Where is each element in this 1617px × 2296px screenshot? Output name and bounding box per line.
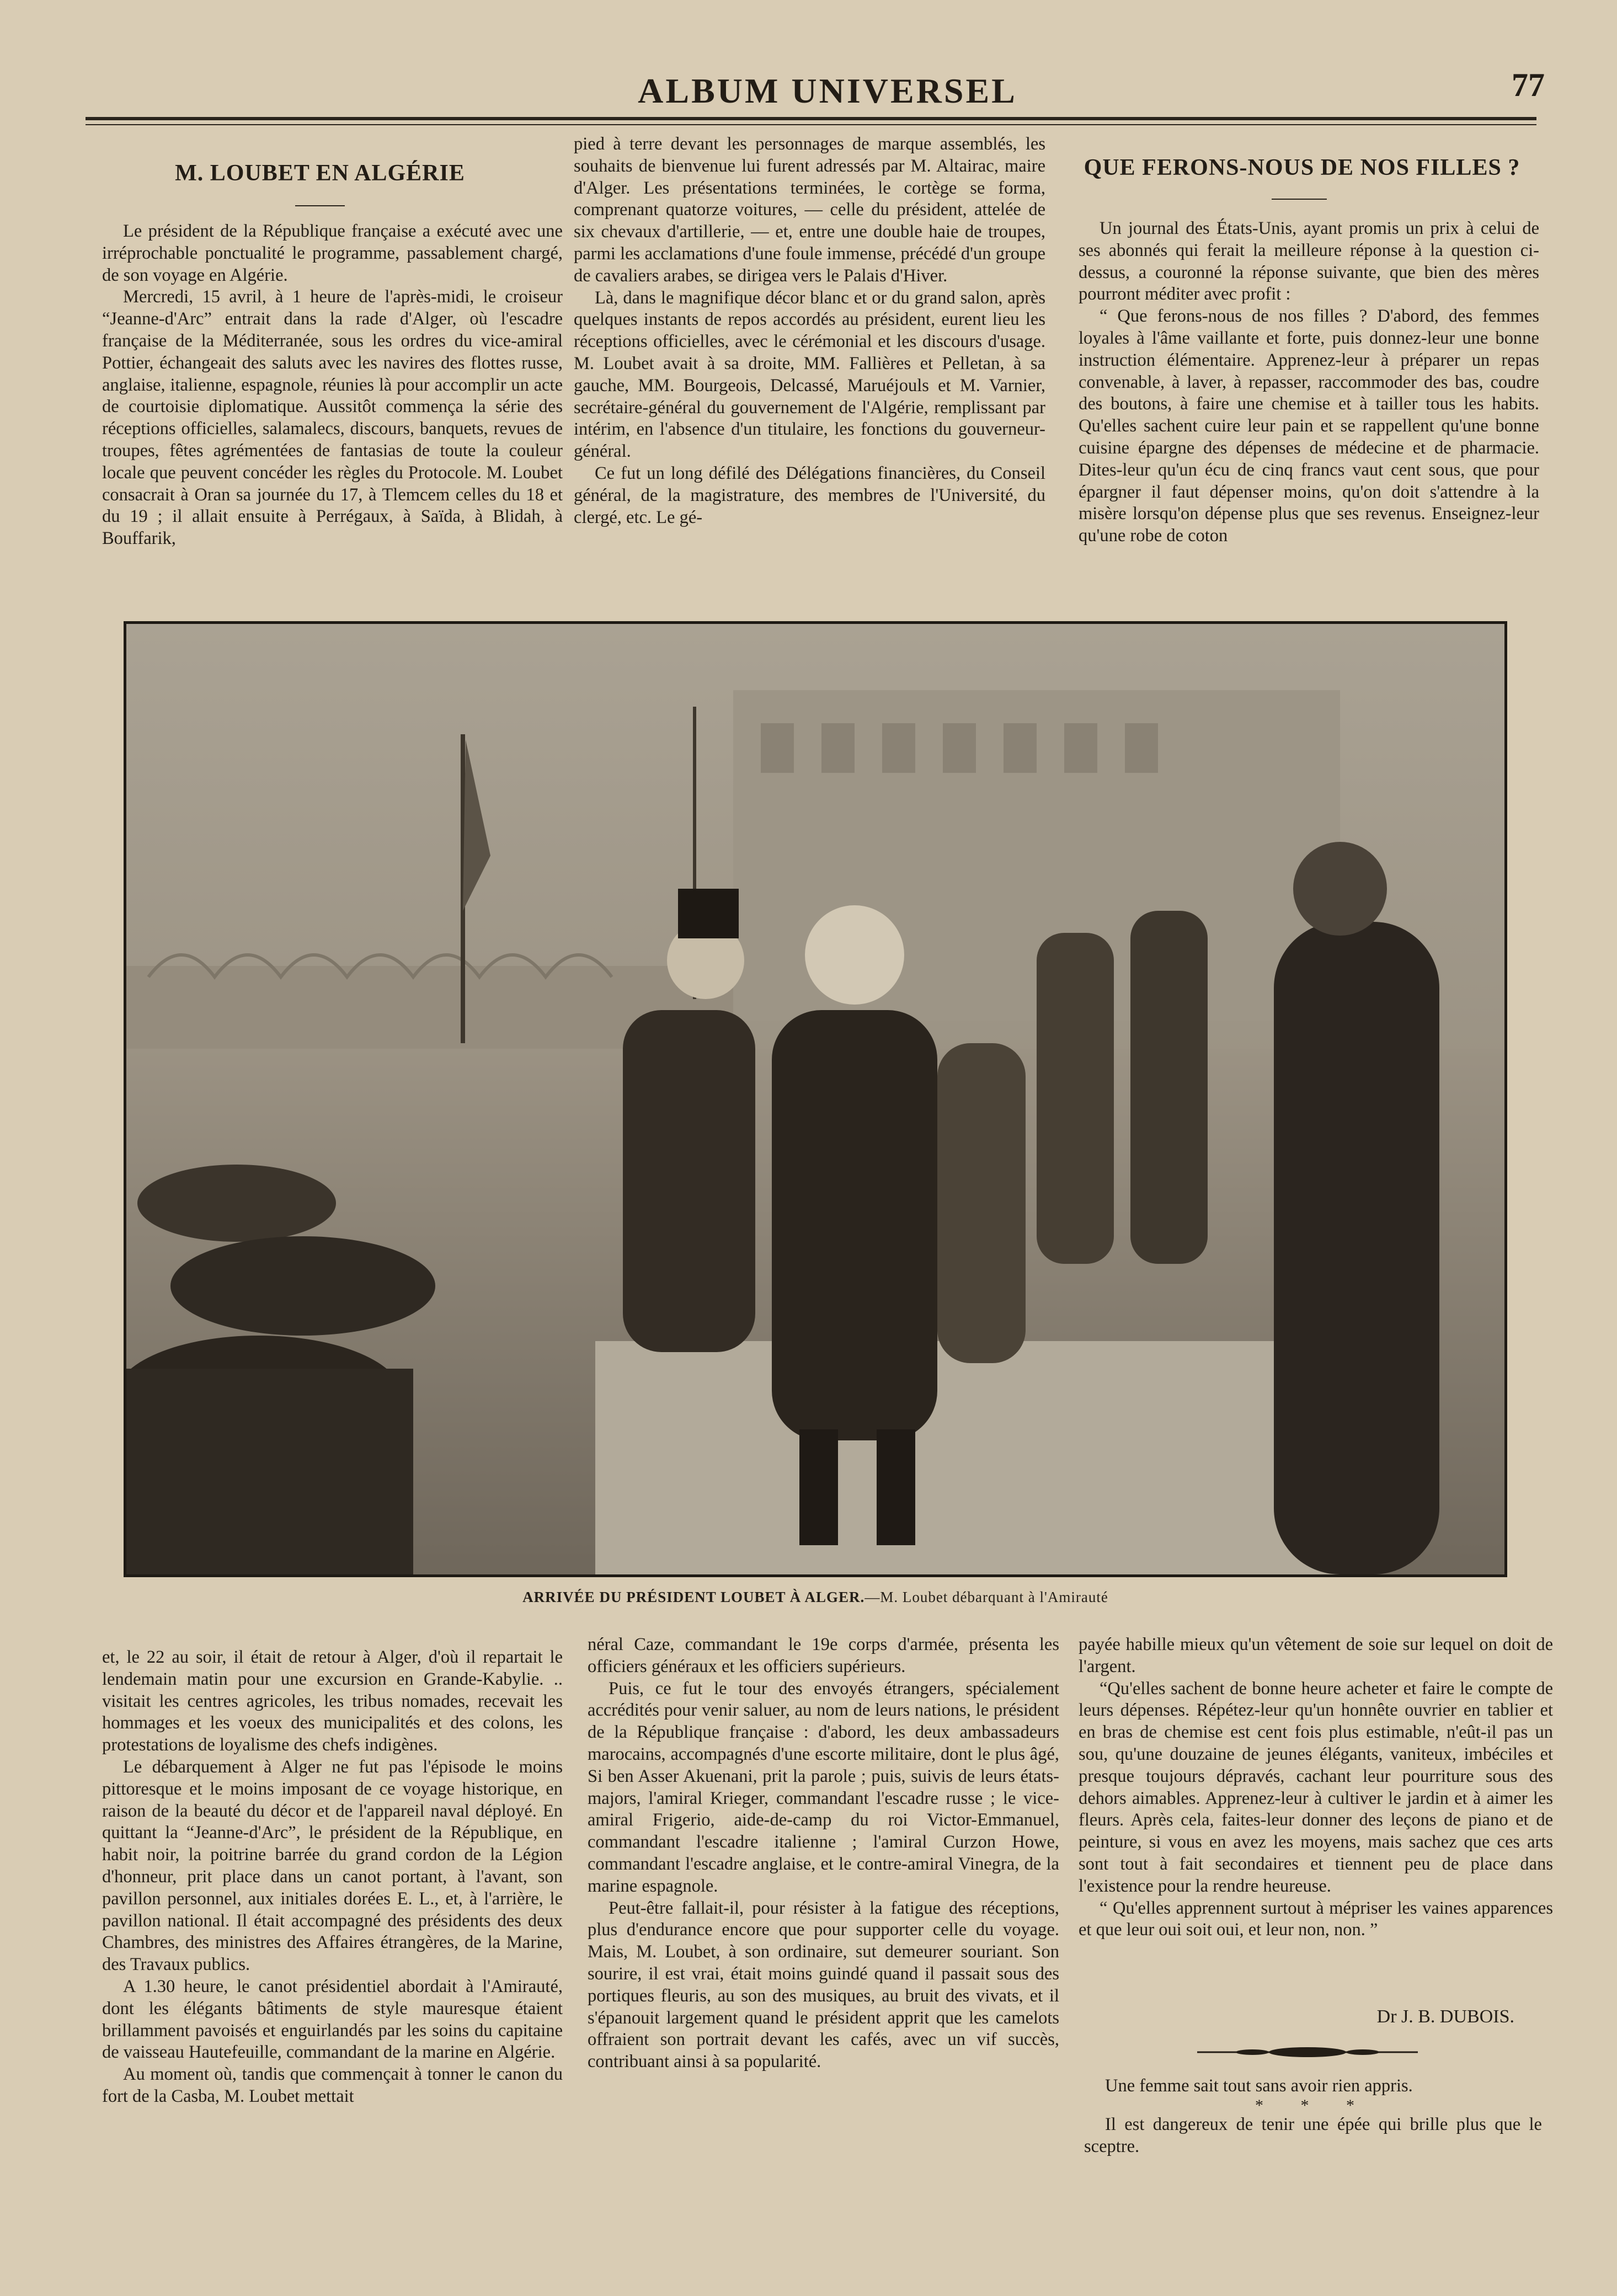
paragraph: Peut-être fallait-il, pour résister à la fatigue des réceptions, plus d'endurance encore que pour supporter celle du voyage. Mais, M. Loubet, à son ordinaire, sut demeurer souriant. Son sourire, il est vrai, était moins guindé quand il passait sous des portiques fleuris, au son des musiques, au bruit des vivats, et il s'épanouit largement quand le président apprit que les camelots offraient son portrait devant les cafés, avec un vif succès, contribuant ainsi à sa popularité. [588,1898,1059,2072]
article-filles-col3-bottom [1079,1634,1553,1941]
maxim: Une femme sait tout sans avoir rien appris. [1105,2076,1413,2096]
title-underline [1272,199,1327,200]
paragraph: A 1.30 heure, le canot présidentiel abordait à l'Amirauté, dont les élégants bâtiments de style mauresque étaient brillamment pavoisés et enguirlandés par les soins du capitaine de vaisseau Hautefeuille, commandant de la marine en Algérie. [102,1976,563,2063]
masthead-title: ALBUM UNIVERSEL [638,71,1017,110]
article-loubet-col2-bottom [588,1634,1059,2073]
paragraph: Le débarquement à Alger ne fut pas l'épisode le moins pittoresque et le moins imposant de ce voyage historique, en raison de la beauté du décor et de l'appareil naval déployé. En quittant la “Jeanne-d'Arc”, le président de la République, en habit noir, la poitrine barrée du grand cordon de la Légion d'honneur, prit place dans un canot portant, à l'avant, son pavillon personnel, aux initiales dorées E. L., et, à l'arrière, le pavillon national. Il était accompagné des présidents des deux Chambres, des ministres des Affaires étrangères, de la Marine, des Travaux publics. [102,1756,563,1975]
article-loubet-col2-top [574,134,1045,528]
engraving-picture [126,624,1504,1574]
article-title-filles: QUE FERONS-NOUS DE NOS FILLES ? [1084,155,1520,180]
paragraph: Un journal des États-Unis, ayant promis un prix à celui de ses abonnés qui ferait la meilleure réponse à la question ci-dessus, a couronné la réponse suivante, que bien des mères pourront méditer avec profit : [1079,218,1539,305]
page-number: 77 [1512,67,1545,103]
article-title-loubet: M. LOUBET EN ALGÉRIE [175,161,465,186]
illustration-president-arrival [124,621,1507,1577]
article-filles-col3-top [1079,218,1539,547]
caption-description: —M. Loubet débarquant à l'Amirauté [864,1589,1108,1605]
ornament-flourish-icon [1192,2041,1423,2063]
maxim-separator: * * * [1255,2096,1371,2115]
paragraph: Le président de la République française a exécuté avec une irréprochable ponctualité le programme, passablement chargé, de son voyage en Algérie. [102,221,563,285]
paragraph: Là, dans le magnifique décor blanc et or du grand salon, après quelques instants de repos accordés au président, eurent lieu les réceptions officielles, avec le cérémonial et les discours d'usage. M. Loubet avait à sa droite, MM. Fallières et Pelletan, à sa gauche, MM. Bourgeois, Delcassé, Maruéjouls et M. Varnier, secrétaire-général du gouvernement de l'Algérie, remplissant par intérim, en l'absence d'un titulaire, les fonctions du gouverneur-général. [574,287,1045,462]
paragraph: payée habille mieux qu'un vêtement de soie sur lequel on doit de l'argent. [1079,1635,1553,1676]
caption-title: ARRIVÉE DU PRÉSIDENT LOUBET À ALGER. [522,1589,865,1605]
paragraph: Mercredi, 15 avril, à 1 heure de l'après-midi, le croiseur “Jeanne-d'Arc” entrait dans la rade d'Alger, où l'escadre française de la Méditerranée, sous les ordres du vice-amiral Pottier, échangeait des saluts avec les navires des flottes russe, anglaise, italienne, espagnole, réunies là pour accomplir un acte de courtoisie diplomatique. Aussitôt commença la série des réceptions officielles, salamalecs, discours, banquets, revues de troupes, fêtes agrémentées de fantasias de toute la couleur locale que peuvent concéder les règles du Protocole. M. Loubet consacrait à Oran sa journée du 17, à Tlemcem celles du 18 et du 19 ; il allait ensuite à Perrégaux, à Saïda, à Blidah, à Bouffarik, [102,287,563,549]
title-underline [295,205,345,206]
figure-caption [124,1589,1507,1606]
paragraph: Ce fut un long défilé des Délégations financières, du Conseil général, de la magistrature, des membres de l'Université, du clergé, etc. Le gé- [574,463,1045,527]
paragraph: néral Caze, commandant le 19e corps d'armée, présenta les officiers généraux et les officiers supérieurs. [588,1635,1059,1676]
maxim: Il est dangereux de tenir une épée qui brille plus que le sceptre. [1084,2114,1542,2156]
ornament-divider [1192,2041,1423,2066]
masthead-rule [86,117,1536,120]
article-loubet-col1-bottom [102,1647,563,2108]
author-signature: Dr J. B. DUBOIS. [1376,2006,1514,2027]
paragraph: pied à terre devant les personnages de marque assemblés, les souhaits de bienvenue lui furent adressés par M. Altairac, maire d'Alger. Les présentations terminées, le cortège se forma, comprenant quatorze voitures, — celle du président, attelée de six chevaux d'artillerie, — et, entre une double haie de troupes, parmi les acclamations d'une foule immense, précédé d'un groupe de cavaliers arabes, se dirigea vers le Palais d'Hiver. [574,134,1045,286]
paragraph: Au moment où, tandis que commençait à tonner le canon du fort de la Casba, M. Loubet mettait [102,2064,563,2106]
paragraph: “Qu'elles sachent de bonne heure acheter et faire le compte de leurs dépenses. Répétez-leur qu'un honnête ouvrier en tablier et en bras de chemise est cent fois plus estimable, n'eût-il pas un sou, qu'une douzaine de jeunes élégants, vaniteux, imbéciles et presque toujours dépravés, cachant leur pourriture sous des dehors aimables. Apprenez-leur à cultiver le jardin et à aimer les fleurs. Après cela, faites-leur donner des leçons de piano et de peinture, si vous en avez les moyens, mais sachez que ces arts sont tout à fait secondaires et tiennent peu de place dans l'existence pour la rendre heureuse. [1079,1678,1553,1896]
paragraph: Puis, ce fut le tour des envoyés étrangers, spécialement accrédités pour venir saluer, au nom de leurs nations, le président de la République française : d'abord, les deux ambassadeurs marocains, accompagnés d'une escorte militaire, dont le plus âgé, Si ben Asser Akuenani, prit la parole ; puis, suivis de leurs états-majors, l'amiral Krieger, commandant l'escadre russe ; le vice-amiral Frigerio, aide-de-camp du roi Victor-Emmanuel, commandant l'escadre italienne ; l'amiral Curzon Howe, commandant l'escadre anglaise, et le contre-amiral Vinegra, de la marine espagnole. [588,1678,1059,1896]
maxims-block [1084,2075,1542,2158]
paragraph: et, le 22 au soir, il était de retour à Alger, d'où il repartait le lendemain matin pour une excursion en Grande-Kabylie. .. visitait les centres agricoles, les tribus nomades, recevait les hommages et les voeux des municipalités et des colons, les protestations de loyalisme des chefs indigènes. [102,1647,563,1755]
masthead-rule-thin [86,124,1536,125]
article-loubet-col1-top [102,221,563,550]
paragraph: “ Que ferons-nous de nos filles ? D'abord, des femmes loyales à l'âme vaillante et forte, puis donnez-leur une bonne instruction élémentaire. Apprenez-leur à préparer un repas convenable, à laver, à repasser, raccommoder des bas, coudre des boutons, à faire une chemise et à tailler tous les habits. Qu'elles sachent cuire leur pain et se rappellent qu'une bonne cuisine épargne des dépenses de médecine et de pharmacie. Dites-leur qu'un écu de cinq francs vaut cent sous, que pour épargner il faut dépenser moins, qu'on doit s'attendre à la misère lorsqu'on dépense plus que ses revenus. Enseignez-leur qu'une robe de coton [1079,306,1539,546]
paragraph: “ Qu'elles apprennent surtout à mépriser les vaines apparences et que leur oui soit oui, et leur non, non. ” [1079,1898,1553,1940]
